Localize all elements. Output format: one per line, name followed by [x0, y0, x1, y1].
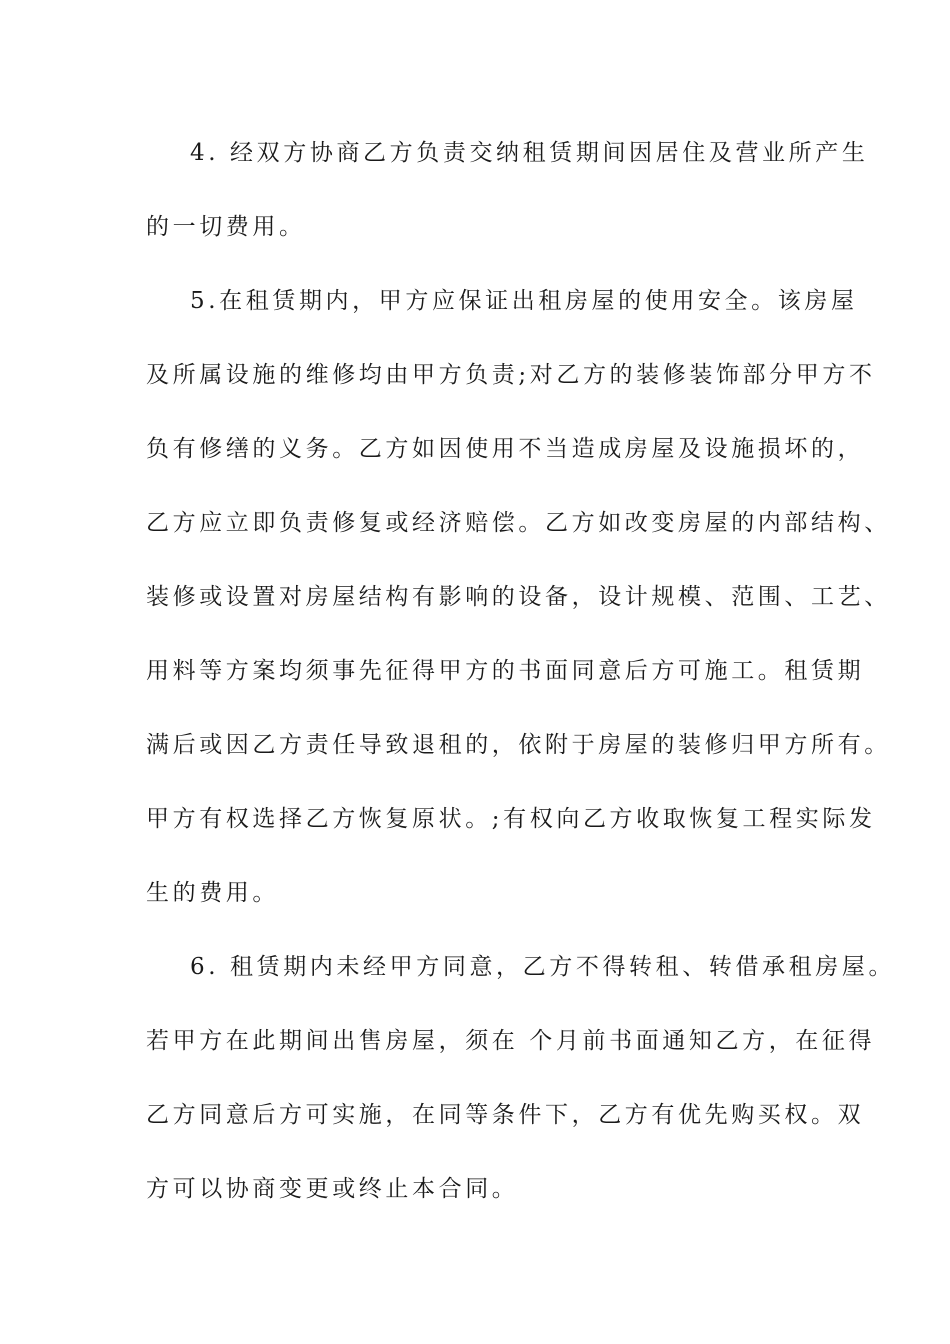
text-line: 满后或因乙方责任导致退租的，依附于房屋的装修归甲方所有。 — [146, 732, 891, 758]
text-line: 生的费用。 — [146, 880, 279, 906]
text-line: 6. 租赁期内未经甲方同意，乙方不得转租、转借承租房屋。 — [190, 954, 896, 980]
text-line: 乙方同意后方可实施，在同等条件下，乙方有优先购买权。双 — [146, 1102, 865, 1128]
text-line: 4. 经双方协商乙方负责交纳租赁期间因居住及营业所产生 — [190, 140, 869, 166]
text-line: 5.在租赁期内，甲方应保证出租房屋的使用安全。该房屋 — [190, 288, 858, 314]
text-line: 若甲方在此期间出售房屋，须在 个月前书面通知乙方，在征得 — [146, 1028, 876, 1054]
text-line: 方可以协商变更或终止本合同。 — [146, 1176, 519, 1202]
text-line: 的一切费用。 — [146, 214, 306, 240]
text-line: 负有修缮的义务。乙方如因使用不当造成房屋及设施损坏的， — [146, 436, 865, 462]
text-line: 甲方有权选择乙方恢复原状。;有权向乙方收取恢复工程实际发 — [146, 806, 876, 832]
text-line: 用料等方案均须事先征得甲方的书面同意后方可施工。租赁期 — [146, 658, 865, 684]
text-line: 装修或设置对房屋结构有影响的设备，设计规模、范围、工艺、 — [146, 584, 891, 610]
text-line: 及所属设施的维修均由甲方负责;对乙方的装修装饰部分甲方不 — [146, 362, 876, 388]
text-line: 乙方应立即负责修复或经济赔偿。乙方如改变房屋的内部结构、 — [146, 510, 891, 536]
